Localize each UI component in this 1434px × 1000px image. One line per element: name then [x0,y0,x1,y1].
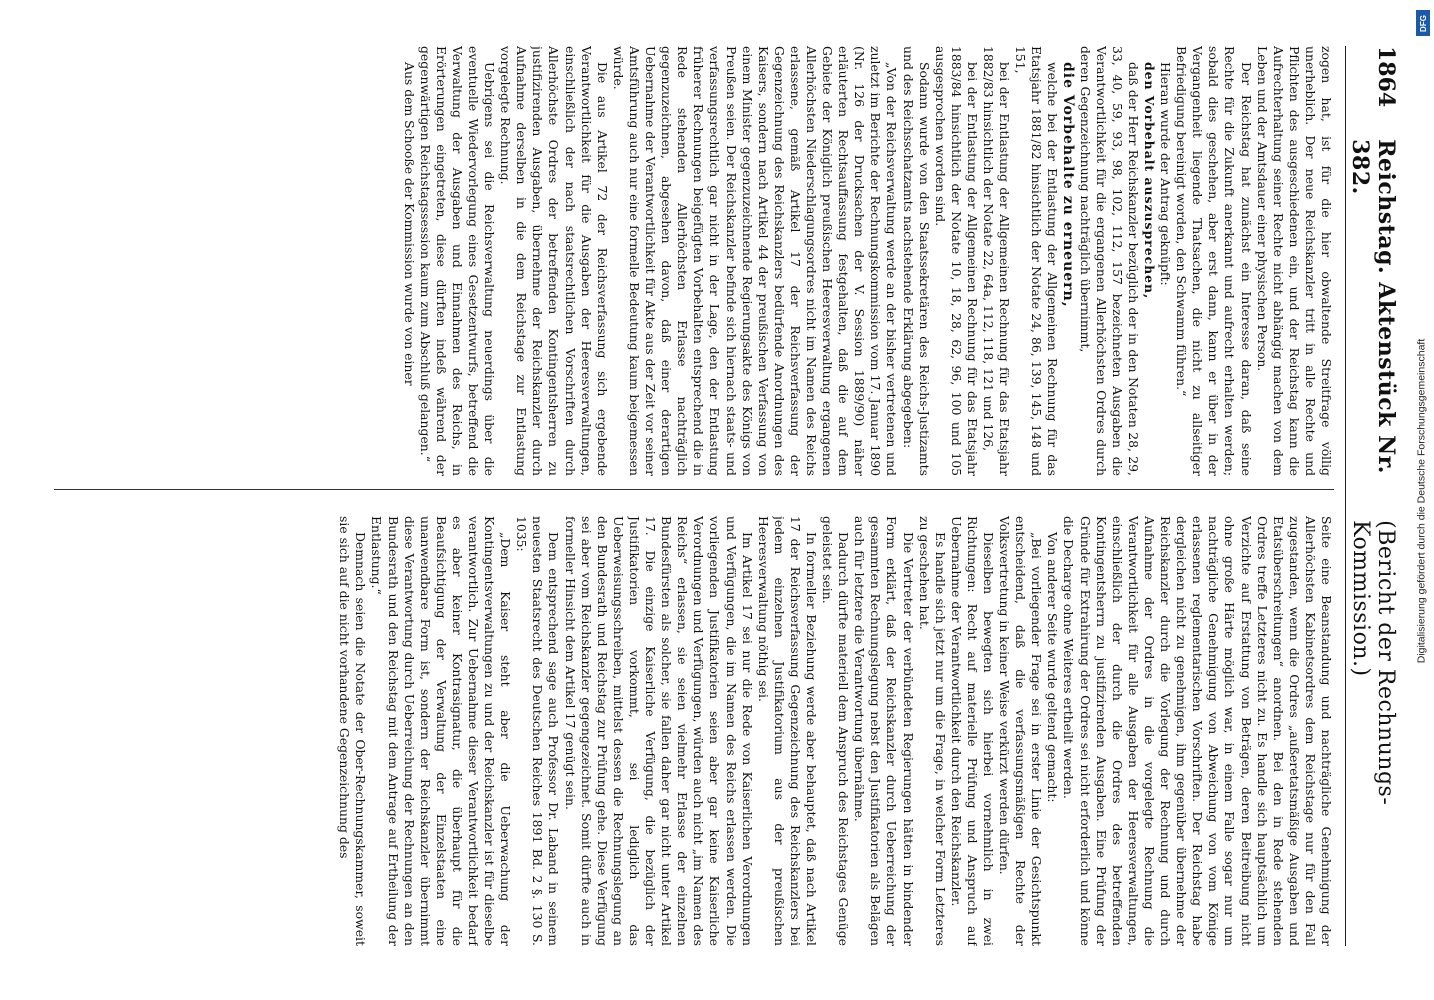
running-title-left: Reichstag. Aktenstück Nr. 382. [1347,139,1399,474]
page-number: 1864 [1373,46,1399,108]
motion-heading: den Vorbehalt auszusprechen, [1141,62,1157,300]
paragraph: „Bei vorliegender Frage sei in erster Linie der Gesichtspunkt entscheidend, daß die verfassungsmäßigen Rechte der Volksvertretung in keiner Weise verkürzt werden dürfen. [997,516,1045,946]
paragraph: welche bei der Entlastung der Allgemeinen Rechnung für das Etatsjahr 1881/82 hinsichtlich der Notate 24, 86, 139, 145, 148 und 151, [1013,46,1061,476]
left-column [54,46,1334,476]
paragraph: Von anderer Seite wurde geltend gemacht: [1045,532,1061,803]
paragraph: Demnach seien die Notate der Ober-Rechnungskammer, soweit sie sich auf die nicht vorhandene Gegenzeichnung des [337,516,369,946]
paragraph: Dadurch dürfte materiell dem Anspruch des Reichstages Genüge geleistet sein. [820,516,852,946]
paragraph: In formeller Beziehung werde aber behauptet, daß nach Artikel 17 der Reichsverfassung Gegenzeichnung des Reichskanzlers bei jedem einzelnen Justifikatorium aus der preußischen Heeresverwaltung nöthig sei. [755,516,819,946]
right-column [54,516,1334,946]
paragraph: Dieselben bewegten sich hierbei vornehmlich in zwei Richtungen: Recht auf materielle Prüfung und Anspruch auf Uebernahme der Verantwortlichkeit durch den Reichskanzler. [948,516,997,946]
paragraph: Hieran wurde der Antrag geknüpft: [1158,62,1174,286]
paragraph: Im Artikel 17 sei nur die Rede von Kaiserlichen Verordnungen und Verfügungen, die im Namen des Reichs erlassen werden. Die vorliegenden Justifikatorien seien aber gar keine Kaiserliche Verordnungen und Verfügungen, würden auch nicht „im Namen des Reichs“ erlassen, sie seien vielmehr Erlasse der einzelnen Bundesfürsten als solcher, sie fallen daher gar nicht unter Artikel 17. Die einzige Kaiserliche Verfügung, die bezüglich der Justifikatorien vorkommt, sei lediglich das Ueberweisungsschreiben, mittelst dessen die Rechnungslegung an den Bundesrath und Reichstag zur Prüfung gehe. Diese Verfügung sei aber vom Reichskanzler gegengezeichnet. Somit dürfte auch in formeller Hinsicht dem Artikel 17 genügt sein. [562,516,755,946]
paragraph: Seite eine Beanstandung und nachträgliche Genehmigung der Allerhöchsten Kabinetsordres dem Reichstage nur für den Fall zugestanden, wenn die Ordres „außeretatsmäßige Ausgaben und Etatsüberschreitungen“ anordnen. Bei den in Rede stehenden Ordres treffe Letzteres nicht zu. Es handle sich hauptsächlich um Verzichte auf Erstattung von Beträgen, deren Beitreibung nicht ohne große Härte möglich war, in einem Falle sogar nur um nachträgliche Genehmigung von Abweichung von vom Könige erlassenen reglementarischen Vorschriften. Der Reichstag habe dergleichen nicht zu genehmigen, ihm gegenüber übernehme der Reichskanzler durch die Vorlegung der Rechnung und durch Aufnahme der Ordres in die vorgelegte Rechnung die Verantwortlichkeit für alle Ausgaben der Heeresverwaltungen, einschließlich der durch die Ordres des betreffenden Kontingentsherrn zu justifizirenden Ausgaben. Eine Prüfung der Gründe für Extrahirung der Ordres sei nicht erforderlich und könne die Decharge ohne Weiteres ertheilt werden. [1061,516,1334,946]
dfg-logo: DFG [1416,10,1430,36]
paragraph: Sodann wurde von den Staatssekretären des Reichs-Justizamts und des Reichsschatzamts nachstehende Erklärung abgegeben: [900,46,932,476]
paragraph: daß der Herr Reichskanzler bezüglich der in den Notaten 28, 29, 33, 40, 59, 93, 98, 102, 112, 157 bezeichneten Ausgaben die Verantwortlichkeit für die ergangenen Allerhöchsten Ordres durch deren Gegenzeichnung nachträglich übernimmt, [1077,46,1141,476]
paragraph: Es handle sich jetzt nur um die Frage, in welcher Form Letzteres zu geschehen hat. [916,516,948,946]
running-title-right: (Bericht der Rechnungs-Kommission.) [1348,520,1398,806]
header-rule [1345,46,1346,946]
motion-heading: die Vorbehalte zu erneuern, [1060,62,1077,308]
paragraph: Dem entsprechend sage auch Professor Dr. Laband in seinem neuesten Staatsrecht des Deutschen Reiches 1891 Bd. 2 §. 130 S. 1035: [514,516,562,946]
paragraph: „Dem Kaiser steht aber die Ueberwachung der Kontingentsverwaltungen zu und der Reichskanzler ist für dieselbe verantwortlich. Zur Uebernahme dieser Verantwortlichkeit bedarf es aber keiner Kontrasignatur, die überhaupt für die Beaufsichtigung der Verwaltung der Einzelstaaten eine unanwendbare Form ist, sondern der Reichskanzler übernimmt diese Verantwortung durch Ueberreichung der Rechnungen an den Bundesrath und den Reichstag mit dem Antrage auf Ertheilung der Entlastung.“ [369,516,514,946]
page-header [1347,46,1399,946]
paragraph: zogen hat, ist für die hier obwaltende Streitfrage völlig unerheblich. Der neue Reichskanzler tritt in alle Rechte und Pflichten des ausgeschiedenen ein, und der Reichstag kann die Aufrechterhaltung seiner Rechte nicht abhängig machen von dem Leben und der Amtsdauer einer physischen Person. [1254,46,1334,476]
digitization-note: Digitalisierung gefördert durch die Deutsche Forschungsgemeinschaft [1415,338,1428,664]
paragraph: bei der Entlastung der Allgemeinen Rechnung für das Etatsjahr 1882/83 hinsichtlich der Notate 22, 64a, 112, 118, 121 und 126, [981,46,1013,476]
paragraph: „Von der Reichsverwaltung werde an der bisher vertretenen und zuletzt im Berichte der Rechnungskommission vom 17. Januar 1890 (Nr. 126 der Drucksachen der V. Session 1889/90) näher erläuterten Rechtsauffassung festgehalten, daß die auf dem Gebiete der Königlich preußischen Heeresverwaltung ergangenen Allerhöchsten Niederschlagungsordres nicht im Namen des Reichs erlassene, gemäß Artikel 17 der Reichsverfassung der Gegenzeichnung des Reichskanzlers bedürfende Anordnungen des Kaisers, sondern nach Artikel 44 der preußischen Verfassung von einem Minister gegenzuzeichnende Regierungsakte des Königs von Preußen seien. Der Reichskanzler befinde sich hiernach staats- und verfassungsrechtlich gar nicht in der Lage, den der Entlastung früherer Rechnungen beigefügten Vorbehalten entsprechend die in Rede stehenden Allerhöchsten Erlasse nachträglich gegenzuzeichnen, abgesehen davon, daß einer derartigen Uebernahme der Verantwortlichkeit für Akte aus der Zeit vor seiner Amtsführung auch nur eine formelle Bedeutung kaum beigemessen würde. [610,46,900,476]
paragraph: Uebrigens sei die Reichsverwaltung neuerdings über die eventuelle Wiedervorlegung eines Gesetzentwurfs, betreffend die Verwaltung der Ausgaben und Einnahmen des Reichs, in Erörterungen eingetreten, diese dürften indeß während der gegenwärtigen Reichstagssession kaum zum Abschluß gelangen.“ [417,46,498,476]
paragraph: Aus dem Schooße der Kommission wurde von einer [401,62,417,386]
column-divider [54,489,1334,490]
paragraph: Die Vertreter der verbündeten Regierungen hätten in bindender Form erklärt, daß der Reichskanzler durch Ueberreichung der gesammten Rechnungslegung nebst den Justifikatorien als Belägen auch für letztere die Verantwortung übernähme. [852,516,916,946]
paragraph: Der Reichstag hat zunächst ein Interesse daran, daß seine Rechte für die Zukunft anerkannt und aufrecht erhalten werden; sobald dies geschehen, aber erst dann, kann er über in der Vergangenheit liegende Thatsachen, die nicht zu allseitiger Befriedigung bereinigt worden, den Schwamm führen.“ [1174,46,1254,476]
paragraph: Die aus Artikel 72 der Reichsverfassung sich ergebende Verantwortlichkeit für die Ausgaben der Heeresverwaltungen, einschließlich der nach staatsrechtlichen Vorschriften durch Allerhöchste Ordres der betreffenden Kontingentsherren zu justifizirenden Ausgaben, übernehme der Reichskanzler durch Aufnahme derselben in die dem Reichstage zur Entlastung vorgelegte Rechnung. [498,46,610,476]
paragraph: bei der Entlastung der Allgemeinen Rechnung für das Etatsjahr 1883/84 hinsichtlich der Notate 10, 18, 28, 62, 96, 100 und 105 ausgesprochen worden sind. [932,46,980,476]
